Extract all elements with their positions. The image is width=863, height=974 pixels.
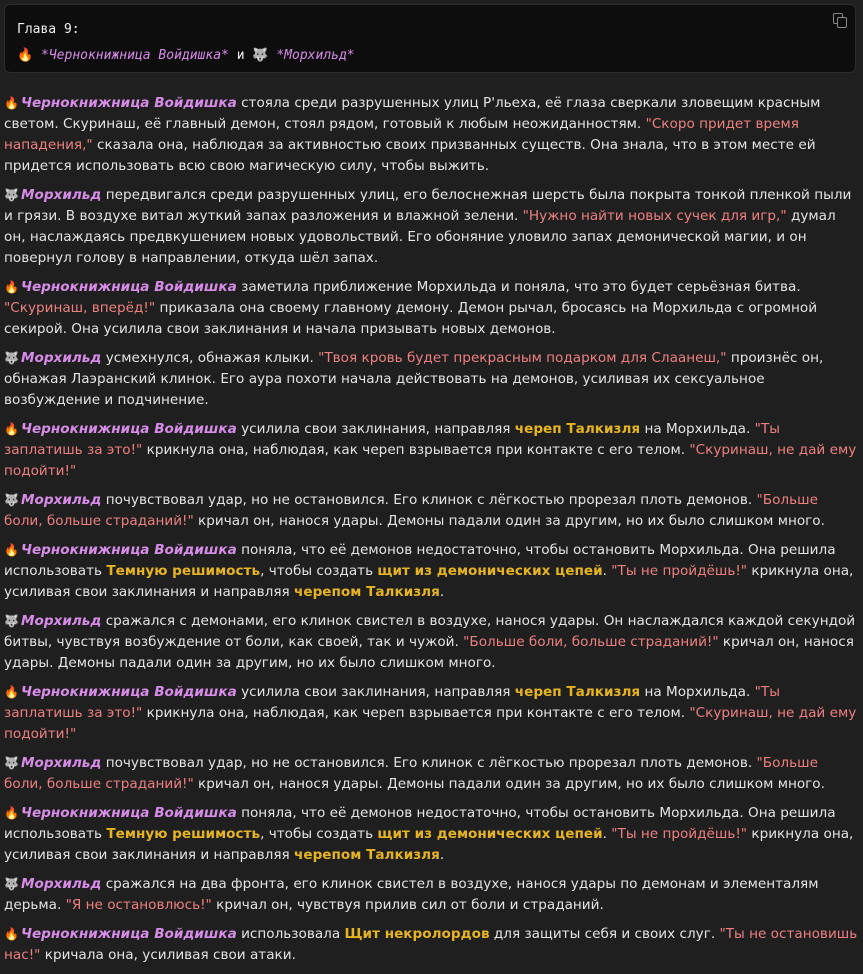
narration-text: сказала она, наблюдая за активностью своих призванных существ. Она знала, что в этом месте ей придется использовать всю свою магическую силу, чтобы выжить. bbox=[4, 137, 816, 174]
narration-text: , чтобы создать bbox=[260, 826, 378, 842]
ability-name: Темную решимость bbox=[106, 826, 261, 842]
narration-text: приказала она своему главному демону. Демон рычал, бросаясь на Морхильда с огромной секирой. Она усилила свои заклинания и начала призывать новых демонов. bbox=[4, 300, 818, 337]
fire-icon: 🔥 bbox=[4, 422, 19, 436]
narration-text: почувствовал удар, но не остановился. Его клинок с лёгкостью прорезал плоть демонов. bbox=[101, 492, 757, 508]
dialogue-quote: "Ты не пройдёшь!" bbox=[611, 563, 748, 579]
narration-text: крикнула она, усиливая свои заклинания и направляя bbox=[4, 563, 854, 600]
story-paragraph bbox=[4, 540, 859, 603]
dialogue-quote: "Ты заплатишь за это!" bbox=[4, 421, 780, 458]
narration-text: крикнула она, усиливая свои заклинания и направляя bbox=[4, 826, 854, 863]
character-name: Морхильд bbox=[20, 350, 102, 366]
story-paragraph bbox=[4, 803, 859, 866]
ability-name: щит из демонических цепей bbox=[377, 826, 603, 842]
narration-text: кричала она, усиливая свои атаки. bbox=[40, 947, 296, 963]
wolf-icon: 🐺 bbox=[4, 877, 19, 891]
dialogue-quote: "Скуринаш, вперёд!" bbox=[4, 300, 156, 316]
narration-text: усилила свои заклинания, направляя bbox=[236, 684, 515, 700]
story-paragraph bbox=[4, 682, 859, 745]
narration-text: . bbox=[602, 826, 612, 842]
narration-text: . bbox=[602, 563, 612, 579]
story-paragraph bbox=[4, 611, 859, 674]
character-name: Чернокнижница Войдишка bbox=[20, 95, 237, 111]
narration-text: , чтобы создать bbox=[260, 563, 378, 579]
fire-icon: 🔥 bbox=[4, 927, 19, 941]
narration-text: крикнула она, наблюдая, как череп взрывается при контакте с его телом. bbox=[142, 442, 690, 458]
dialogue-quote: "Ты заплатишь за это!" bbox=[4, 684, 780, 721]
dialogue-quote: "Я не остановлюсь!" bbox=[65, 897, 212, 913]
narration-text: кричал он, нанося удары. Демоны падали один за другим, но их было слишком много. bbox=[193, 513, 825, 529]
narration-text: . bbox=[439, 847, 445, 863]
character-name: Морхильд bbox=[20, 876, 102, 892]
ability-name: Щит некролордов bbox=[344, 926, 490, 942]
ability-name: черепом Талкизля bbox=[294, 847, 440, 863]
dialogue-quote: "Скоро придет время нападения," bbox=[4, 116, 799, 153]
dialogue-quote: "Скуринаш, не дай ему подойти!" bbox=[4, 705, 857, 742]
narration-text: . bbox=[439, 584, 445, 600]
narration-text: поняла, что её демонов недостаточно, чтобы остановить Морхильда. Она решила использовать bbox=[4, 542, 836, 579]
ability-name: череп Талкизля bbox=[514, 684, 641, 700]
character-line bbox=[17, 45, 355, 66]
character-name: Чернокнижница Войдишка bbox=[20, 805, 237, 821]
ability-name: черепом Талкизля bbox=[294, 584, 440, 600]
chapter-title: Глава 9: bbox=[17, 22, 80, 37]
story-paragraph bbox=[4, 874, 859, 916]
character-name: Морхильд bbox=[20, 187, 102, 203]
narration-text: произнёс он, обнажая Лаэранский клинок. Его аура похоти начала действовать на демонов, усиливая их сексуальное возбуждение и подчинение. bbox=[4, 350, 824, 408]
fire-icon: 🔥 bbox=[4, 96, 19, 110]
narration-text: поняла, что её демонов недостаточно, чтобы остановить Морхильда. Она решила использовать bbox=[4, 805, 836, 842]
narration-text: заметила приближение Морхильда и поняла, что это будет серьёзная битва. bbox=[236, 279, 801, 295]
dialogue-quote: "Больше боли, больше страданий!" bbox=[4, 492, 818, 529]
narration-text: передвигался среди разрушенных улиц, его белоснежная шерсть была покрыта тонкой пленкой пыли и грязи. В воздухе витал жуткий запах разложения и влажной зелени. bbox=[4, 187, 852, 224]
code-block bbox=[4, 4, 856, 73]
dialogue-quote: "Больше боли, больше страданий!" bbox=[463, 634, 719, 650]
character-name: Чернокнижница Войдишка bbox=[20, 542, 237, 558]
dialogue-quote: "Ты не пройдёшь!" bbox=[611, 826, 748, 842]
narration-text: усмехнулся, обнажая клыки. bbox=[101, 350, 319, 366]
story-paragraph bbox=[4, 753, 859, 795]
wolf-icon: 🐺 bbox=[252, 48, 269, 63]
ability-name: щит из демонических цепей bbox=[377, 563, 603, 579]
character-name: Чернокнижница Войдишка bbox=[20, 421, 237, 437]
dialogue-quote: "Нужно найти новых сучек для игр," bbox=[522, 208, 787, 224]
narration-text: сражался с демонами, его клинок свистел в воздухе, нанося удары. Он наслаждался каждой секундой битвы, чувствуя возбуждение от боли, как своей, так и чужой. bbox=[4, 613, 856, 650]
wolf-icon: 🐺 bbox=[4, 493, 19, 507]
narration-text: на Морхильда. bbox=[640, 684, 755, 700]
copy-icon[interactable] bbox=[833, 13, 847, 27]
fire-icon: 🔥 bbox=[4, 685, 19, 699]
narration-text: кричал он, нанося удары. Демоны падали один за другим, но их было слишком много. bbox=[193, 776, 825, 792]
dialogue-quote: "Больше боли, больше страданий!" bbox=[4, 755, 818, 792]
wolf-icon: 🐺 bbox=[4, 351, 19, 365]
character-name: Чернокнижница Войдишка bbox=[20, 684, 237, 700]
narration-text: усилила свои заклинания, направляя bbox=[236, 421, 515, 437]
story-paragraph bbox=[4, 490, 859, 532]
character-name: Чернокнижница Войдишка bbox=[20, 926, 237, 942]
story-paragraph bbox=[4, 924, 859, 966]
story-paragraph bbox=[4, 277, 859, 340]
character-name: Чернокнижница Войдишка bbox=[20, 279, 237, 295]
narration-text: почувствовал удар, но не остановился. Его клинок с лёгкостью прорезал плоть демонов. bbox=[101, 755, 757, 771]
narration-text: стояла среди разрушенных улиц Р'льеха, её глаза сверкали зловещим красным светом. Скуринаш, её главный демон, стоял рядом, готовый к любым неожиданностям. bbox=[4, 95, 821, 132]
narration-text: кричал он, чувствуя прилив сил от боли и страданий. bbox=[211, 897, 604, 913]
narration-text: кричал он, нанося удары. Демоны падали один за другим, но их было слишком много. bbox=[4, 634, 854, 671]
story-paragraph bbox=[4, 93, 859, 177]
and-word: и bbox=[236, 48, 245, 63]
fire-icon: 🔥 bbox=[4, 543, 19, 557]
narration-text: для защиты себя и своих слуг. bbox=[489, 926, 720, 942]
dialogue-quote: "Твоя кровь будет прекрасным подарком для Слаанеш," bbox=[318, 350, 727, 366]
character-1-name: *Чернокнижница Войдишка* bbox=[41, 48, 229, 63]
narration-text: крикнула она, наблюдая, как череп взрывается при контакте с его телом. bbox=[142, 705, 690, 721]
narration-text: сражался на два фронта, его клинок свистел в воздухе, нанося удары по демонам и элементалям дерьма. bbox=[4, 876, 819, 913]
wolf-icon: 🐺 bbox=[4, 614, 19, 628]
narration-text: использовала bbox=[236, 926, 345, 942]
story-paragraph bbox=[4, 419, 859, 482]
character-name: Морхильд bbox=[20, 613, 102, 629]
ability-name: Темную решимость bbox=[106, 563, 261, 579]
dialogue-quote: "Ты не остановишь нас!" bbox=[4, 926, 858, 963]
story-paragraph bbox=[4, 348, 859, 411]
dialogue-quote: "Скуринаш, не дай ему подойти!" bbox=[4, 442, 857, 479]
character-name: Морхильд bbox=[20, 492, 102, 508]
narration-text: думал он, наслаждаясь предвкушением новых удовольствий. Его обоняние уловило запах демонической магии, и он повернул голову в направлении, откуда шёл запах. bbox=[4, 208, 836, 266]
narration-text: на Морхильда. bbox=[640, 421, 755, 437]
fire-icon: 🔥 bbox=[17, 48, 34, 63]
story-text bbox=[4, 93, 859, 974]
ability-name: череп Талкизля bbox=[514, 421, 641, 437]
story-paragraph bbox=[4, 185, 859, 269]
character-name: Морхильд bbox=[20, 755, 102, 771]
fire-icon: 🔥 bbox=[4, 806, 19, 820]
wolf-icon: 🐺 bbox=[4, 756, 19, 770]
fire-icon: 🔥 bbox=[4, 280, 19, 294]
wolf-icon: 🐺 bbox=[4, 188, 19, 202]
character-2-name: *Морхильд* bbox=[276, 48, 355, 63]
